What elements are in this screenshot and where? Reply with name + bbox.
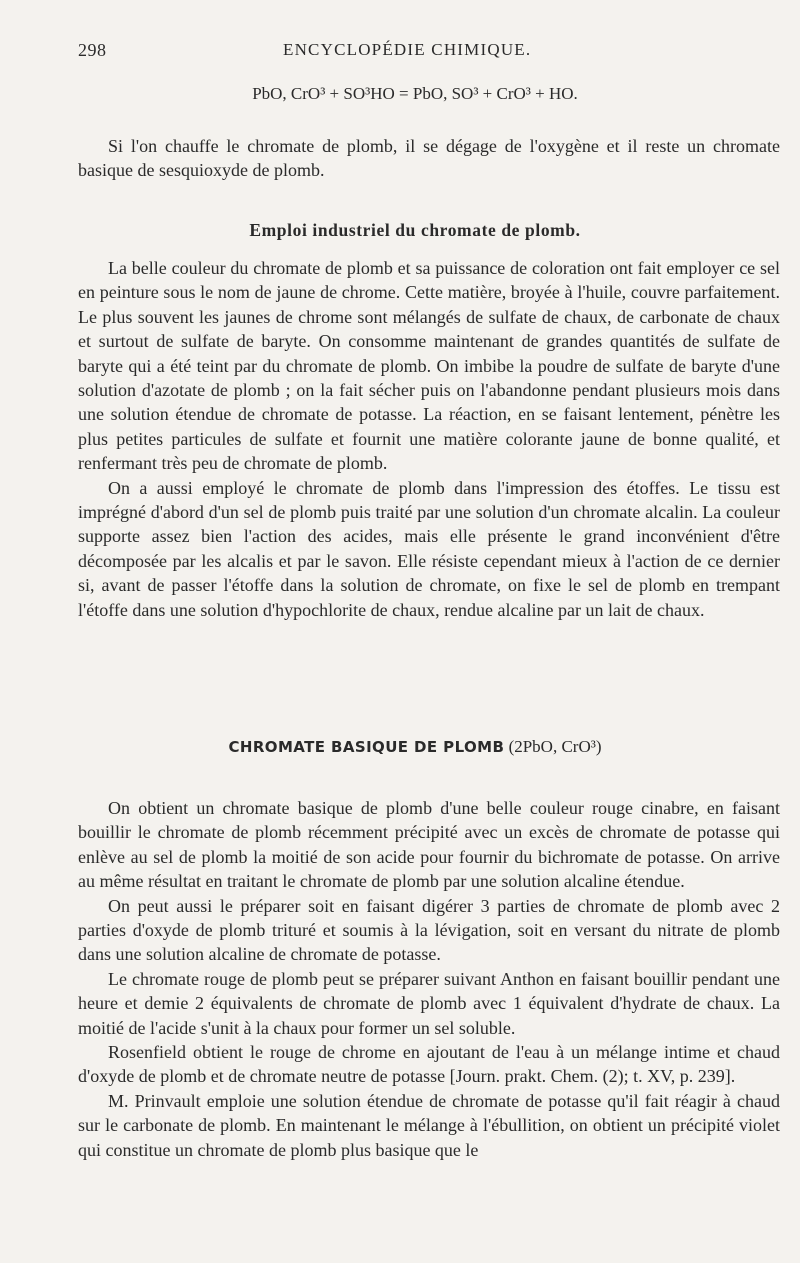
- section-title: CHROMATE BASIQUE DE PLOMB: [228, 738, 505, 756]
- section-formula: (2PbO, CrO³): [508, 737, 602, 756]
- reaction-formula: PbO, CrO³ + SO³HO = PbO, SO³ + CrO³ + HO.: [252, 84, 578, 103]
- page-header: [78, 40, 778, 70]
- paragraph: On obtient un chromate basique de plomb d'une belle couleur rouge cinabre, en faisant bouillir le chromate de plomb récemment précipité avec un excès de chromate de potasse qui enlève au sel de plomb la moitié de son acide pour fournir du bichromate de potasse. On arrive au même résultat en traitant le chromate de plomb par une solution alcaline étendue.: [78, 798, 780, 892]
- paragraph: Le chromate rouge de plomb peut se préparer suivant Anthon en faisant bouillir pendant une heure et demie 2 équivalents de chromate de plomb avec 1 équivalent d'hydrate de chaux. La moitié de l'acide s'unit à la chaux pour former un sel soluble.: [78, 968, 780, 1038]
- paragraph: M. Prinvault emploie une solution étendue de chromate de potasse qu'il fait réagir à chaud sur le carbonate de plomb. En maintenant le mélange à l'ébullition, on obtient un précipité violet qui constitue un chromate de plomb plus basique que le: [78, 1090, 780, 1160]
- paragraph: On a aussi employé le chromate de plomb dans l'impression des étoffes. Le tissu est imprégné d'abord d'un sel de plomb puis traité par une solution d'un chromate alcalin. La couleur supporte assez bien l'action des acides, mais elle présente le grand inconvénient d'être décomposée par les alcalis et par le savon. Elle résiste cependant mieux à l'action de ce dernier si, avant de passer l'étoffe dans la solution de chromate, on fixe le sel de plomb en trempant l'étoffe dans une solution d'hypochlorite de chaux, rendue alcaline par un lait de chaux.: [78, 477, 780, 620]
- section-basic-chromate-body: [78, 796, 780, 1162]
- running-title: ENCYCLOPÉDIE CHIMIQUE.: [283, 40, 532, 59]
- page-number: 298: [78, 40, 107, 60]
- paragraph: On peut aussi le préparer soit en faisant digérer 3 parties de chromate de plomb avec 2 parties d'oxyde de plomb trituré et soumis à la lévigation, soit en versant du nitrate de plomb dans une solution alcaline de chromate de potasse.: [78, 895, 780, 965]
- paragraph: La belle couleur du chromate de plomb et sa puissance de coloration ont fait employer ce sel en peinture sous le nom de jaune de chrome. Cette matière, broyée à l'huile, couvre parfaitement. Le plus souvent les jaunes de chrome sont mélangés de sulfate de chaux, de carbonate de chaux et surtout de sulfate de baryte. On consomme maintenant de grandes quantités de sulfate de baryte qui a été teint par du chromate de plomb. On imbibe la poudre de sulfate de baryte d'une solution d'azotate de plomb ; on la fait sécher puis on l'abandonne pendant plusieurs mois dans une solution étendue de chromate de potasse. La réaction, en se faisant lentement, pénètre les plus petites particules de sulfate et fournit une matière colorante jaune de bonne qualité, et renfermant très peu de chromate de plomb.: [78, 258, 780, 474]
- section-heading-industrial-use: Emploi industriel du chromate de plomb.: [249, 220, 581, 240]
- paragraph: Si l'on chauffe le chromate de plomb, il se dégage de l'oxygène et il reste un chromate basique de sesquioxyde de plomb.: [78, 136, 780, 181]
- paragraph: Rosenfield obtient le rouge de chrome en ajoutant de l'eau à un mélange intime et chaud d'oxyde de plomb et de chromate neutre de potasse [Journ. prakt. Chem. (2); t. XV, p. 239].: [78, 1042, 780, 1087]
- intro-block: [78, 134, 780, 183]
- section-heading-basic-chromate: [0, 737, 800, 757]
- section-industrial-body: [78, 256, 780, 622]
